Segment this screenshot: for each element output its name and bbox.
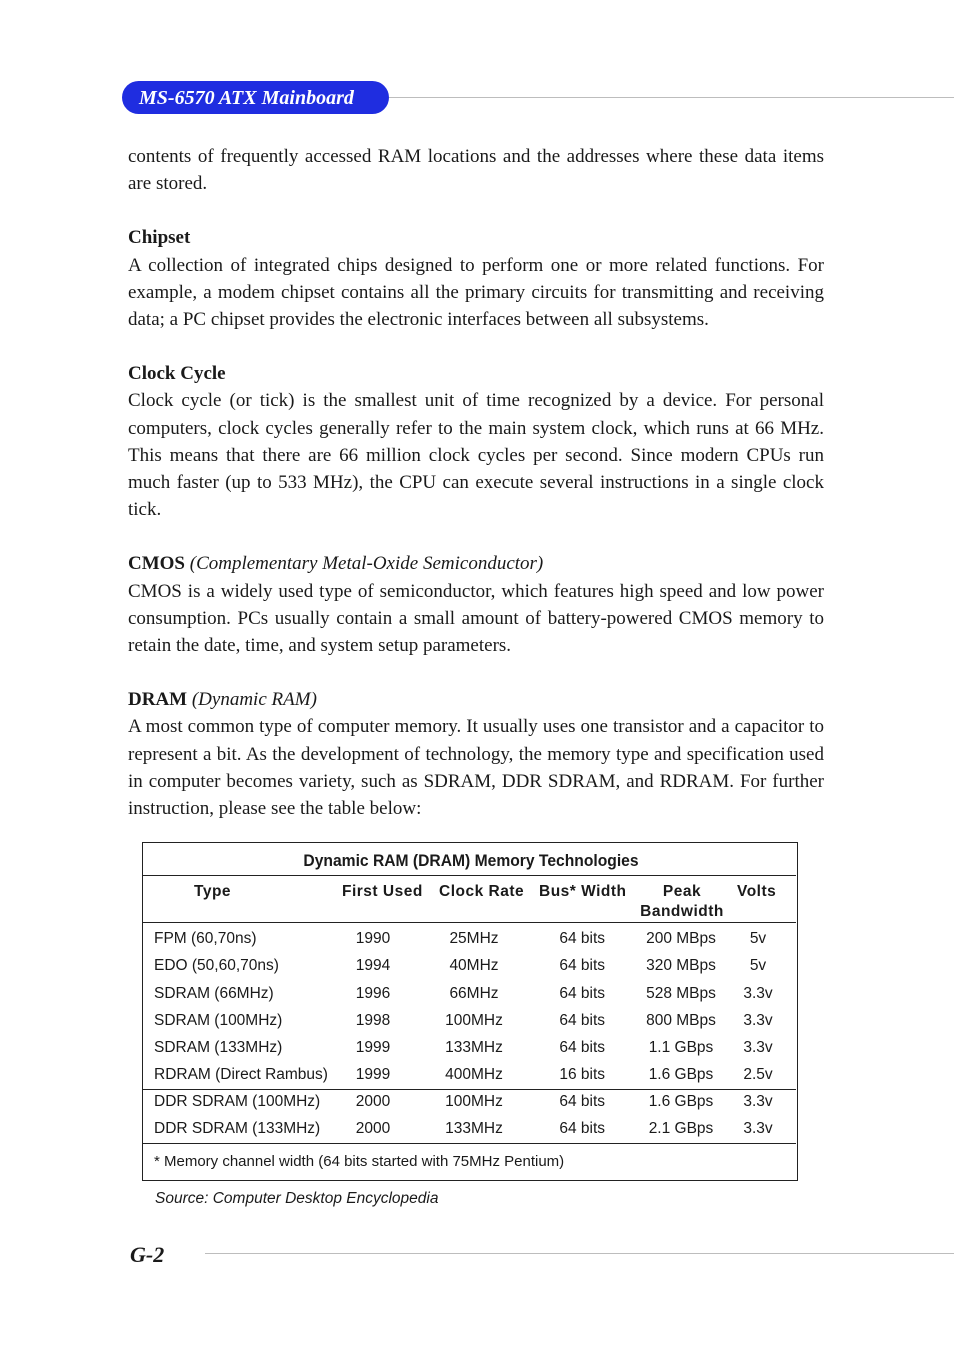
cell-bus-width: 64 bits	[559, 1039, 605, 1056]
term-expansion: (Dynamic RAM)	[191, 689, 317, 711]
cell-first-used: 1999	[355, 1066, 391, 1083]
term-title: Chipset	[128, 227, 191, 249]
clock-cycle-body: Clock cycle (or tick) is the smallest unit of time recognized by a device. For personal computers, clock cycles generally refer to the main system clock, which runs at 66 MHz. This means that there are 66 million clock cycles per second. Since modern CPUs run much faster (up to 533 MHz), the CPU can execute several instructions in a single clock tick.	[128, 390, 824, 521]
col-header-bus-width: Bus* Width	[539, 883, 627, 900]
cell-bus-width: 64 bits	[559, 1120, 605, 1137]
cell-volts: 3.3v	[743, 1012, 773, 1029]
cell-clock-rate: 25MHz	[449, 930, 499, 947]
cell-type: FPM (60,70ns)	[154, 930, 257, 947]
cell-bus-width: 64 bits	[559, 930, 605, 947]
cell-volts: 5v	[749, 930, 767, 947]
col-header-volts: Volts	[737, 883, 777, 900]
cell-first-used: 2000	[355, 1120, 391, 1137]
cell-volts: 3.3v	[743, 985, 773, 1002]
table-title: Dynamic RAM (DRAM) Memory Technologies	[303, 851, 639, 870]
page-number: G-2	[130, 1242, 165, 1267]
dram-technologies-table	[142, 842, 798, 1181]
term-title: DRAM	[128, 689, 188, 711]
cell-type: DDR SDRAM (133MHz)	[154, 1120, 321, 1137]
dram-body: A most common type of computer memory. It usually uses one transistor and a capacitor to represent a bit. As the development of technology, the memory type and specification used in computer becomes variety, such as SDRAM, DDR SDRAM, and RDRAM. For further instruction, please see the table below:	[128, 716, 824, 820]
term-title: Clock Cycle	[128, 363, 226, 385]
cell-bus-width: 64 bits	[559, 985, 605, 1002]
table-divider	[143, 1143, 796, 1144]
col-header-peak: Peak	[662, 883, 702, 900]
cmos-body: CMOS is a widely used type of semiconductor, which features high speed and low power consumption. PCs usually contain a small amount of battery-powered CMOS memory to retain the date, time, and system setup parameters.	[128, 580, 824, 657]
cell-first-used: 1999	[355, 1039, 391, 1056]
col-header-first-used: First Used	[342, 883, 423, 900]
cell-clock-rate: 133MHz	[445, 1039, 503, 1056]
cell-first-used: 1994	[355, 957, 391, 974]
header-rule	[389, 97, 954, 98]
cell-peak-bandwidth: 1.6 GBps	[648, 1066, 714, 1083]
cell-bus-width: 64 bits	[559, 957, 605, 974]
intro-paragraph: contents of frequently accessed RAM locations and the addresses where these data items are stored.	[128, 146, 824, 195]
cell-peak-bandwidth: 528 MBps	[646, 985, 716, 1002]
cell-type: RDRAM (Direct Rambus)	[154, 1066, 328, 1083]
cell-type: SDRAM (133MHz)	[154, 1039, 283, 1056]
cell-bus-width: 16 bits	[559, 1066, 605, 1083]
term-clock-cycle	[128, 360, 824, 387]
cell-clock-rate: 40MHz	[449, 957, 499, 974]
table-divider	[143, 875, 796, 876]
col-header-type: Type	[194, 883, 232, 900]
cell-peak-bandwidth: 1.6 GBps	[648, 1093, 714, 1110]
cell-clock-rate: 400MHz	[445, 1066, 503, 1083]
cell-type: SDRAM (66MHz)	[154, 985, 274, 1002]
cell-peak-bandwidth: 200 MBps	[646, 930, 716, 947]
chipset-body: A collection of integrated chips designed to perform one or more related functions. For example, a modem chipset contains all the primary circuits for transmitting and receiving data; a PC chipset provides the electronic interfaces between all subsystems.	[128, 254, 824, 331]
cell-first-used: 1996	[355, 985, 391, 1002]
cell-clock-rate: 100MHz	[445, 1093, 503, 1110]
table-source: Source: Computer Desktop Encyclopedia	[155, 1190, 439, 1207]
cell-bus-width: 64 bits	[559, 1093, 605, 1110]
cell-volts: 3.3v	[743, 1039, 773, 1056]
table-divider	[143, 922, 796, 923]
term-cmos	[128, 550, 824, 577]
cell-volts: 2.5v	[743, 1066, 773, 1083]
cell-peak-bandwidth: 320 MBps	[646, 957, 716, 974]
cell-peak-bandwidth: 800 MBps	[646, 1012, 716, 1029]
table-footnote: * Memory channel width (64 bits started with 75MHz Pentium)	[154, 1153, 565, 1170]
table-divider	[143, 1089, 796, 1090]
cell-first-used: 1998	[355, 1012, 391, 1029]
cell-clock-rate: 66MHz	[449, 985, 499, 1002]
cell-type: SDRAM (100MHz)	[154, 1012, 283, 1029]
cell-volts: 5v	[749, 957, 767, 974]
cell-bus-width: 64 bits	[559, 1012, 605, 1029]
footer-rule	[205, 1253, 954, 1254]
cell-first-used: 1990	[355, 930, 391, 947]
cell-type: DDR SDRAM (100MHz)	[154, 1093, 321, 1110]
col-header-bandwidth: Bandwidth	[640, 903, 724, 920]
manual-title: MS-6570 ATX Mainboard	[139, 87, 354, 109]
glossary-content	[128, 143, 824, 822]
cell-volts: 3.3v	[743, 1093, 773, 1110]
cell-clock-rate: 100MHz	[445, 1012, 503, 1029]
col-header-clock-rate: Clock Rate	[439, 883, 525, 900]
cell-type: EDO (50,60,70ns)	[154, 957, 279, 974]
term-dram	[128, 686, 824, 713]
term-title: CMOS	[128, 553, 185, 575]
term-chipset	[128, 224, 824, 251]
cell-clock-rate: 133MHz	[445, 1120, 503, 1137]
cell-peak-bandwidth: 2.1 GBps	[648, 1120, 714, 1137]
cell-volts: 3.3v	[743, 1120, 773, 1137]
term-expansion: (Complementary Metal-Oxide Semiconductor)	[189, 553, 544, 575]
cell-peak-bandwidth: 1.1 GBps	[648, 1039, 714, 1056]
cell-first-used: 2000	[355, 1093, 391, 1110]
